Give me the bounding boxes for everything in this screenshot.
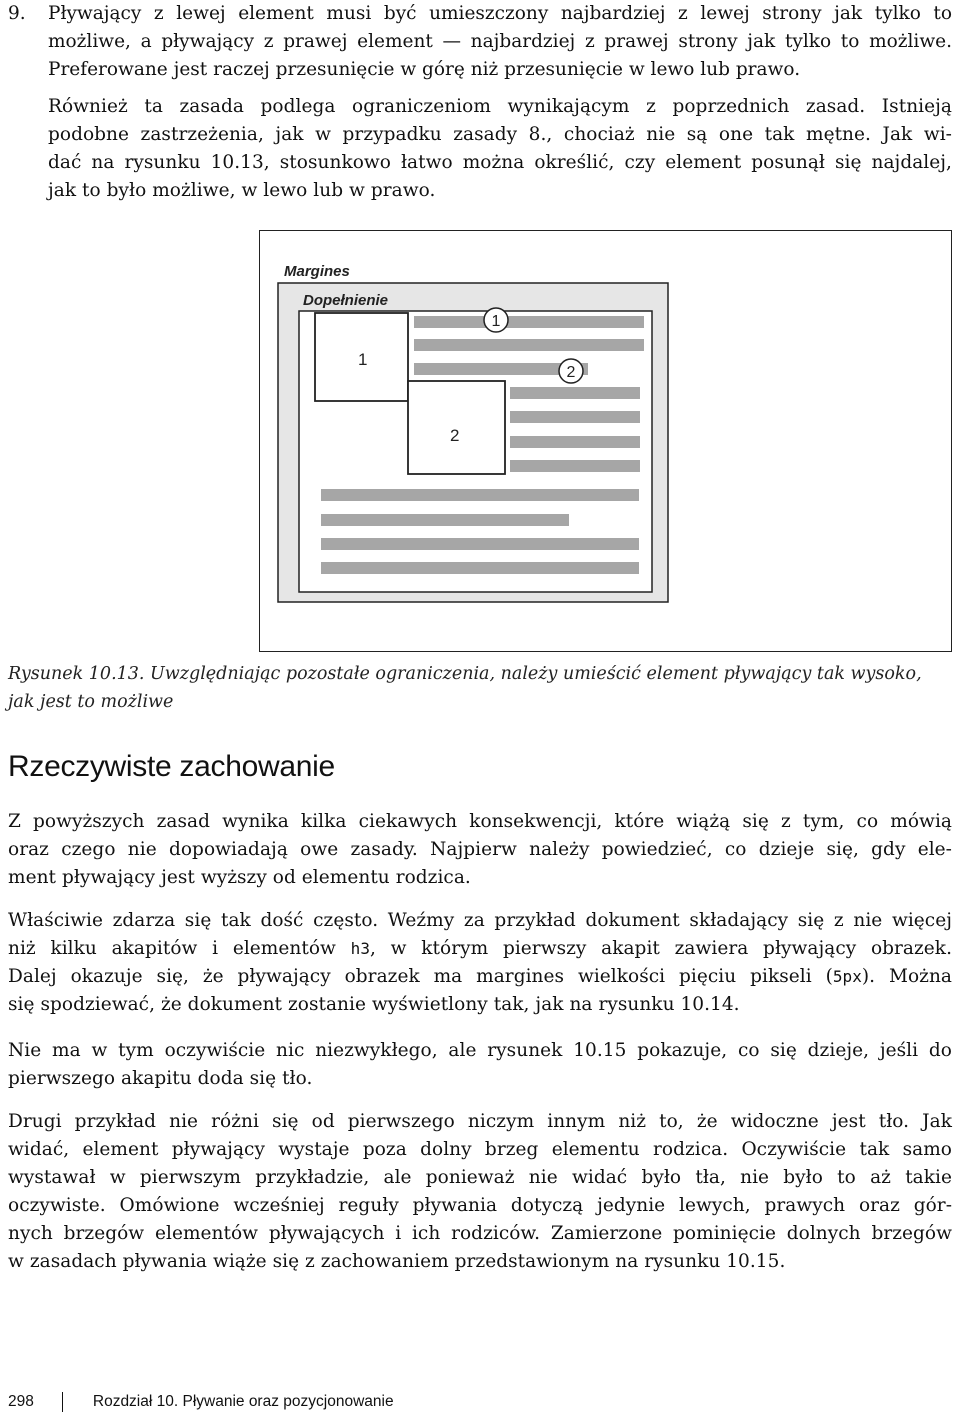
- list-item-9: [0, 0, 960, 90]
- paragraph: [8, 1108, 952, 1276]
- text-bar: [321, 562, 639, 574]
- text-bar: [321, 489, 639, 501]
- text-bar: [510, 436, 640, 448]
- text-line: ment pływający jest wyższy od elementu rodzica.: [8, 867, 471, 888]
- text-line: Preferowane jest raczej przesunięcie w górę niż przesunięcie w lewo lub prawo.: [48, 59, 801, 80]
- list-item-9-paragraph-2: [48, 93, 952, 205]
- inline-code: h3: [350, 939, 371, 958]
- text-bar: [414, 339, 644, 351]
- text-bar: [510, 460, 640, 472]
- text-line: Z powyższych zasad wynika kilka ciekawych konsekwencji, które wiążą się z tym, co mówią: [8, 811, 952, 832]
- text-line: pierwszego akapitu doda się tło.: [8, 1068, 313, 1089]
- text-line: nych brzegów elementów pływających i ich rodziców. Zamierzone pominięcie dolnych brzegów: [8, 1223, 952, 1244]
- text-line: oraz czego nie dopowiadają owe zasady. Najpierw należy powiedzieć, co dzieje się, gdy ele-: [8, 839, 952, 860]
- text-line: wystawał w pierwszym przykładzie, ale ponieważ nie widać było tła, nie było to aż takie: [8, 1167, 952, 1188]
- text-bar: [321, 538, 639, 550]
- float-box-2-label: 2: [450, 426, 460, 445]
- text-line: Nie ma w tym oczywiście nic niezwykłego, ale rysunek 10.15 pokazuje, co się dzieje, jeśli do: [8, 1040, 952, 1061]
- text-line: w zasadach pływania wiąże się z zachowaniem przedstawionym na rysunku 10.15.: [8, 1251, 786, 1272]
- text-line: niż kilku akapitów i elementów h3, w którym pierwszy akapit zawiera pływający obrazek.: [8, 938, 952, 959]
- list-item-text: [48, 0, 952, 84]
- text-line: Również ta zasada podlega ograniczeniom wynikającym z poprzednich zasad. Istnieją: [48, 96, 952, 117]
- section-heading: Rzeczywiste zachowanie: [8, 750, 335, 783]
- margin-label: Margines: [284, 263, 350, 280]
- text-line: oczywiste. Omówione wcześniej reguły pływania dotyczą jedynie lewych, prawych oraz gór-: [8, 1195, 952, 1216]
- text-line: jak to było możliwe, w lewo lub w prawo.: [48, 180, 436, 201]
- text-bar: [510, 411, 640, 423]
- text-line: podobne zastrzeżenia, jak w przypadku zasady 8., chociaż nie są one tak mętne. Jak wi-: [48, 124, 952, 145]
- caption-text: jak jest to możliwe: [8, 692, 174, 712]
- text-line: się spodziewać, że dokument zostanie wyświetlony tak, jak na rysunku 10.14.: [8, 994, 740, 1015]
- text-line: Pływający z lewej element musi być umieszczony najbardziej z lewej strony jak tylko to: [48, 3, 952, 24]
- figure-10-13: [259, 230, 952, 652]
- caption-label: Rysunek 10.13.: [8, 664, 145, 684]
- page-footer: [8, 1392, 394, 1412]
- padding-label: Dopełnienie: [303, 292, 389, 309]
- paragraph: [8, 808, 952, 892]
- text-line: możliwe, a pływający z prawej element — najbardziej z prawej strony jak tylko to możliwe.: [48, 31, 952, 52]
- page-number: 298: [8, 1393, 34, 1411]
- text-line: widać, element pływający wystaje poza dolny brzeg elementu rodzica. Oczywiście tak samo: [8, 1139, 952, 1160]
- list-number: 9.: [8, 3, 26, 24]
- text-bar: [321, 514, 569, 526]
- paragraph: [8, 1037, 952, 1093]
- float-box-1-label: 1: [358, 350, 368, 369]
- text-bar: [510, 387, 640, 399]
- float-diagram: [260, 231, 950, 650]
- text-line: dać na rysunku 10.13, stosunkowo łatwo można określić, czy element posunął się najdalej,: [48, 152, 952, 173]
- callout-2-label: 2: [566, 364, 576, 381]
- figure-caption: [8, 660, 952, 716]
- footer-divider: [62, 1392, 63, 1412]
- callout-1-label: 1: [491, 313, 501, 330]
- text-line: Właściwie zdarza się tak dość często. Weźmy za przykład dokument składający się z nie więcej: [8, 910, 952, 931]
- inline-code: 5px: [832, 967, 862, 986]
- text-bar: [414, 316, 644, 328]
- chapter-title: Rozdział 10. Pływanie oraz pozycjonowanie: [92, 1393, 394, 1411]
- paragraph: [8, 907, 952, 1019]
- caption-text: Uwzględniając pozostałe ograniczenia, należy umieścić element pływający tak wysoko,: [150, 664, 922, 684]
- text-line: Dalej okazuje się, że pływający obrazek ma margines wielkości pięciu pikseli (5px). Można: [8, 966, 953, 987]
- text-line: Drugi przykład nie różni się od pierwszego niczym innym niż to, że widoczne jest tło. Jak: [8, 1111, 952, 1132]
